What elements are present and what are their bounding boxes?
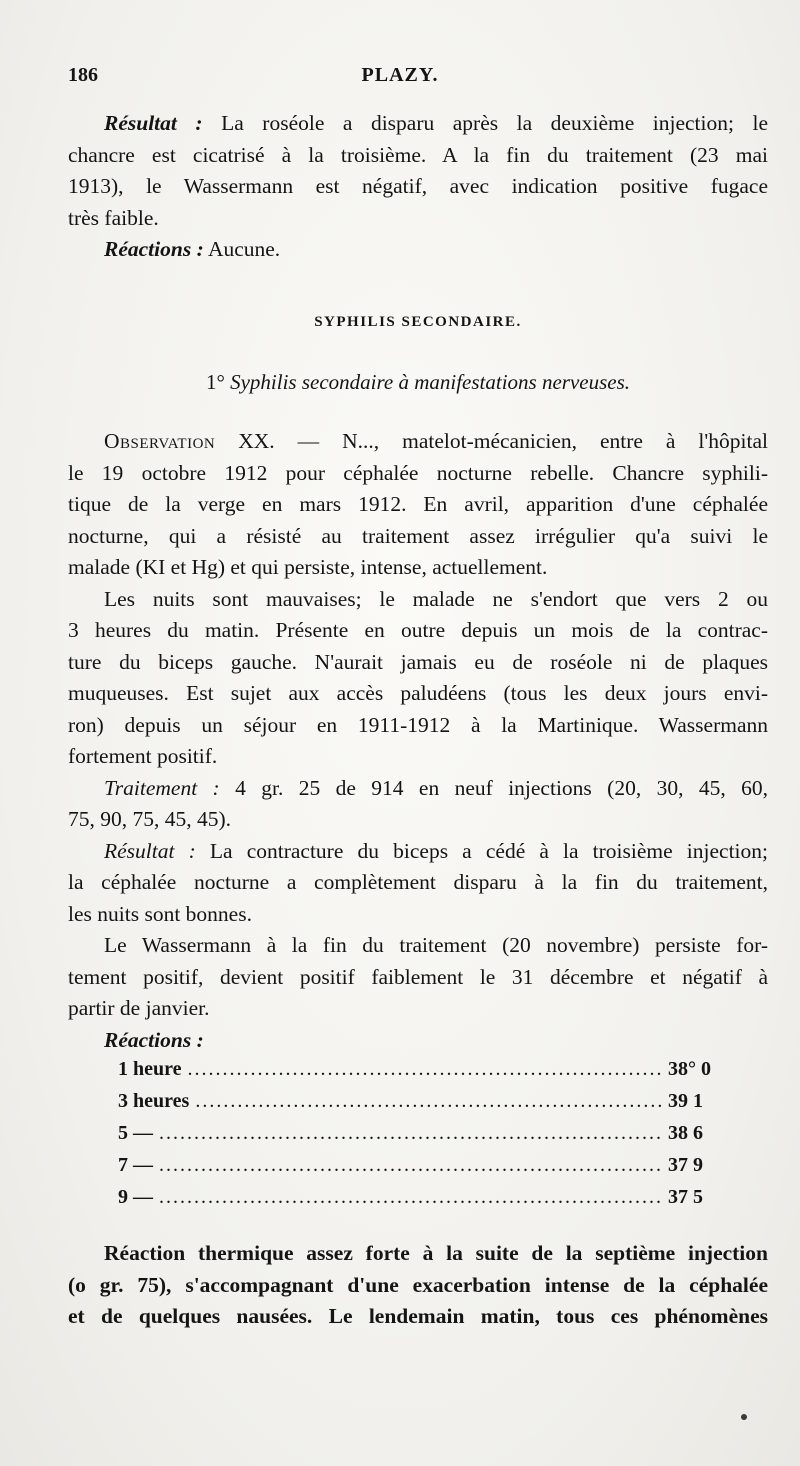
observation-label: Observation bbox=[104, 429, 216, 453]
print-speck bbox=[741, 1414, 747, 1420]
observation-line: muqueuses. Est sujet aux accès paludéens (tous les deux jours envi- bbox=[68, 681, 768, 705]
dot-leader bbox=[159, 1117, 662, 1149]
intro-result-line: Résultat : La roséole a disparu après la deuxième injection; le bbox=[104, 111, 768, 135]
observation-line: ron) depuis un séjour en 1911-1912 à la Martinique. Wassermann bbox=[68, 712, 768, 737]
row-time: 7 — bbox=[118, 1154, 153, 1176]
table-row bbox=[118, 1085, 728, 1117]
observation-line: fortement positif. bbox=[68, 744, 218, 768]
row-temperature: 39 1 bbox=[668, 1090, 703, 1112]
subsection-title bbox=[68, 370, 768, 395]
treatment-line: 75, 90, 75, 45, 45). bbox=[68, 807, 232, 831]
row-time: 5 — bbox=[118, 1122, 153, 1144]
row-time: 1 heure bbox=[118, 1058, 182, 1080]
subsection-number: 1° bbox=[205, 370, 225, 394]
intro-paragraph bbox=[68, 108, 768, 266]
treatment-line: Traitement : 4 gr. 25 de 914 en neuf injections (20, 30, 45, 60, bbox=[104, 775, 768, 800]
intro-result-label: Résultat : bbox=[104, 111, 203, 135]
running-title: PLAZY. bbox=[361, 64, 439, 86]
table-row bbox=[118, 1053, 728, 1085]
intro-result-line: 1913), le Wassermann est négatif, avec indication positive fugace bbox=[68, 174, 768, 198]
section-title: SYPHILIS SECONDAIRE. bbox=[314, 314, 522, 330]
table-row bbox=[118, 1117, 728, 1149]
page-header bbox=[68, 60, 732, 94]
temperature-table bbox=[118, 1053, 728, 1213]
subsection-heading: Syphilis secondaire à manifestations nerveuses. bbox=[230, 370, 631, 394]
dot-leader bbox=[159, 1149, 662, 1181]
observation-line: le 19 octobre 1912 pour céphalée nocturne rebelle. Chancre syphili- bbox=[68, 460, 768, 485]
row-temperature: 38° 0 bbox=[668, 1058, 711, 1080]
final-paragraph bbox=[68, 1238, 768, 1333]
observation-line: Les nuits sont mauvaises; le malade ne s'endort que vers 2 ou bbox=[104, 586, 768, 611]
dot-leader bbox=[195, 1085, 662, 1117]
final-line: (o gr. 75), s'accompagnant d'une exacerbation intense de la céphalée bbox=[68, 1272, 768, 1297]
row-time: 3 heures bbox=[118, 1090, 190, 1112]
observation-line: malade (KI et Hg) et qui persiste, intense, actuellement. bbox=[68, 555, 548, 579]
intro-reactions-label: Réactions : bbox=[104, 237, 204, 261]
table-row bbox=[118, 1181, 728, 1213]
row-time: 9 — bbox=[118, 1186, 153, 1208]
reactions-heading bbox=[68, 1025, 768, 1057]
observation-line: tique de la verge en mars 1912. En avril, apparition d'une céphalée bbox=[68, 492, 768, 516]
observation-line: nocturne, qui a résisté au traitement assez irrégulier qu'a suivi le bbox=[68, 523, 768, 548]
row-temperature: 37 5 bbox=[668, 1186, 703, 1208]
wassermann-line: Le Wassermann à la fin du traitement (20 novembre) persiste for- bbox=[104, 933, 768, 957]
result-label: Résultat : bbox=[104, 838, 196, 863]
dot-leader bbox=[188, 1053, 662, 1085]
page-number: 186 bbox=[68, 64, 98, 86]
observation-body bbox=[68, 426, 768, 1056]
intro-result-line: très faible. bbox=[68, 205, 159, 230]
row-temperature: 38 6 bbox=[668, 1122, 703, 1144]
treatment-label: Traitement : bbox=[104, 775, 220, 800]
dot-leader bbox=[159, 1181, 662, 1213]
intro-result-line: chancre est cicatrisé à la troisième. A la fin du traitement (23 mai bbox=[68, 142, 768, 167]
intro-reactions-text: Aucune. bbox=[207, 237, 281, 261]
reactions-label: Réactions : bbox=[104, 1027, 204, 1052]
observation-line: Observation XX. — N..., matelot-mécanicien, entre à l'hôpital bbox=[104, 429, 768, 453]
row-temperature: 37 9 bbox=[668, 1154, 703, 1176]
result-line: les nuits sont bonnes. bbox=[68, 901, 252, 926]
observation-line: ture du biceps gauche. N'aurait jamais eu de roséole ni de plaques bbox=[68, 649, 768, 674]
result-line: la céphalée nocturne a complètement disparu à la fin du traitement, bbox=[68, 870, 768, 894]
wassermann-line: tement positif, devient positif faiblement le 31 décembre et négatif à bbox=[68, 964, 768, 989]
intro-reactions-line bbox=[68, 234, 768, 266]
observation-line: 3 heures du matin. Présente en outre depuis un mois de la contrac- bbox=[68, 618, 768, 642]
table-row bbox=[118, 1149, 728, 1181]
final-line: Réaction thermique assez forte à la suite de la septième injection bbox=[104, 1241, 768, 1265]
wassermann-line: partir de janvier. bbox=[68, 996, 210, 1020]
final-line: et de quelques nausées. Le lendemain matin, tous ces phénomènes bbox=[68, 1304, 768, 1328]
result-line: Résultat : La contracture du biceps a cédé à la troisième injection; bbox=[104, 838, 769, 863]
